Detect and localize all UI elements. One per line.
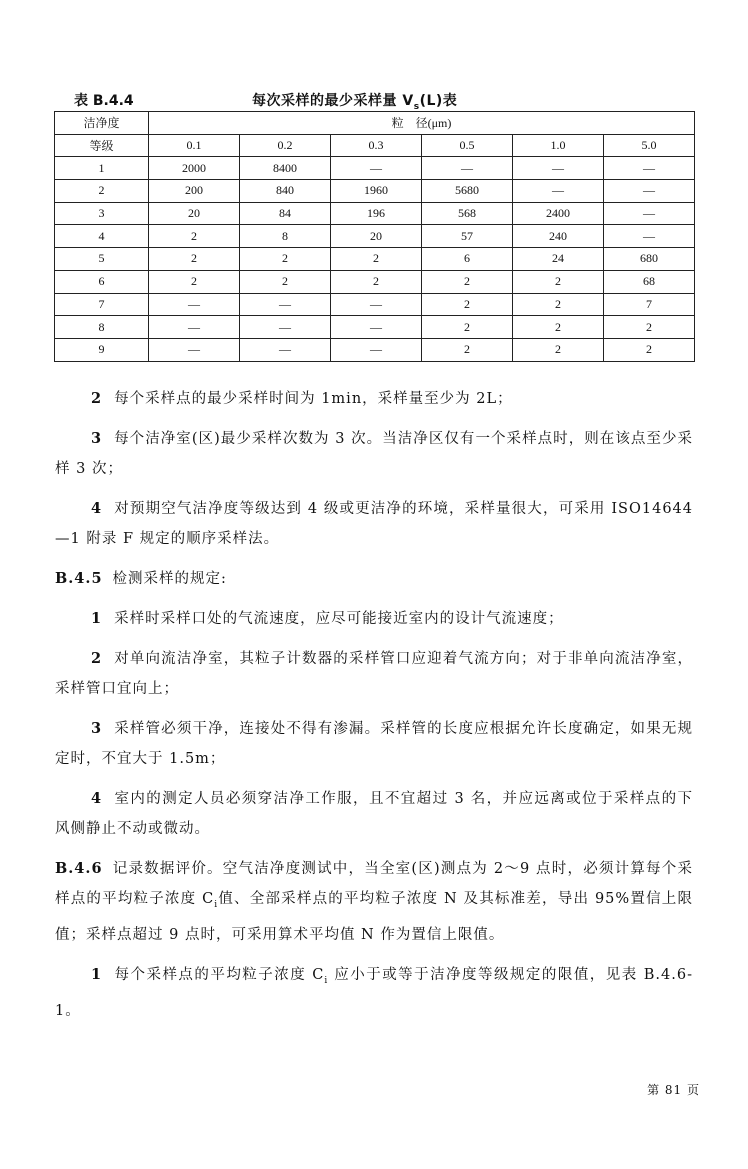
header-particle-size: 粒 径(μm)	[149, 112, 695, 135]
section-b46: B.4.6 记录数据评价。空气洁净度测试中，当全室(区)测点为 2～9 点时，必须计算每个采样点的平均粒子浓度 $C_i$值、全部采样点的平均粒子浓度 N 及其标准差，导出 95%置信上限值；采样点超过 9 点时，可采用算术平均值 N 作为置信上限值。	[55, 860, 693, 943]
table-cell: 8	[240, 225, 331, 248]
table-cell: 2	[422, 338, 513, 361]
table-cell: 200	[149, 180, 240, 203]
paragraph-item-3: 3 每个洁净室(区)最少采样次数为 3 次。当洁净区仅有一个采样点时，则在该点至少采样 3 次；	[55, 430, 693, 477]
table-cell: 5680	[422, 180, 513, 203]
table-cell: 6	[422, 248, 513, 271]
table-cell: 2	[240, 270, 331, 293]
table-row	[55, 270, 695, 293]
table-cell: 2	[604, 338, 695, 361]
table-row	[55, 180, 695, 203]
table-cell: —	[604, 157, 695, 180]
table-cell: 240	[513, 225, 604, 248]
table-cell: 9	[55, 338, 149, 361]
table-row	[55, 248, 695, 271]
size-header: 0.1	[149, 134, 240, 157]
table-cell: 2	[513, 270, 604, 293]
table-cell: 2	[331, 270, 422, 293]
header-grade-cell: 等级	[55, 134, 149, 157]
table-cell: —	[331, 338, 422, 361]
page-number: 第 81 页	[647, 1083, 700, 1097]
table-cell: 3	[55, 202, 149, 225]
table-cell: 1960	[331, 180, 422, 203]
table-cell: 196	[331, 202, 422, 225]
table-title: 每次采样的最少采样量 $V_s(L)$表	[252, 93, 458, 112]
table-cell: 2	[55, 180, 149, 203]
paragraph-item-4: 4 对预期空气洁净度等级达到 4 级或更洁净的环境，采样量很大，可采用 ISO14644—1 附录 F 规定的顺序采样法。	[55, 500, 693, 547]
table-cell: —	[513, 157, 604, 180]
table-row	[55, 338, 695, 361]
table-row	[55, 316, 695, 339]
body-text	[55, 384, 693, 1036]
table-caption	[74, 90, 694, 110]
table-cell: —	[331, 316, 422, 339]
size-header: 0.3	[331, 134, 422, 157]
table-row	[55, 202, 695, 225]
size-header: 0.5	[422, 134, 513, 157]
table-cell: 2	[422, 270, 513, 293]
table-cell: 20	[331, 225, 422, 248]
paragraph-item-2: 2 每个采样点的最少采样时间为 1min，采样量至少为 2L；	[91, 390, 513, 407]
table-cell: 2	[513, 293, 604, 316]
table-cell: 1	[55, 157, 149, 180]
paragraph-b45-1: 1 采样时采样口处的气流速度，应尽可能接近室内的设计气流速度；	[91, 610, 564, 627]
table-cell: —	[604, 180, 695, 203]
table-cell: —	[240, 316, 331, 339]
table-cell: —	[513, 180, 604, 203]
table-header-row	[55, 112, 695, 135]
table-cell: —	[604, 202, 695, 225]
table-cell: 57	[422, 225, 513, 248]
paragraph-b45-4: 4 室内的测定人员必须穿洁净工作服，且不宜超过 3 名，并应远离或位于采样点的下风侧静止不动或微动。	[55, 790, 693, 837]
table-cell: 6	[55, 270, 149, 293]
table-row	[55, 157, 695, 180]
table-cell: 2	[149, 248, 240, 271]
table-cell: 2	[422, 316, 513, 339]
header-grade-cell: 洁净度	[55, 112, 149, 135]
section-b45-heading: B.4.5 检测采样的规定:	[55, 570, 227, 587]
table-cell: —	[422, 157, 513, 180]
table-cell: 2	[422, 293, 513, 316]
table-row	[55, 225, 695, 248]
table-cell: 840	[240, 180, 331, 203]
table-cell: —	[240, 338, 331, 361]
paragraph-b46-1: 1 每个采样点的平均粒子浓度 $C_i$ 应小于或等于洁净度等级规定的限值，见表 B.4.6-1。	[55, 965, 693, 1019]
table-cell: —	[149, 316, 240, 339]
table-cell: —	[331, 157, 422, 180]
table-cell: 8400	[240, 157, 331, 180]
table-cell: 24	[513, 248, 604, 271]
table-cell: 2	[331, 248, 422, 271]
table-cell: 2400	[513, 202, 604, 225]
table-cell: 2	[149, 270, 240, 293]
table-cell: 2	[604, 316, 695, 339]
paragraph-b45-3: 3 采样管必须干净，连接处不得有渗漏。采样管的长度应根据允许长度确定，如果无规定时，不宜大于 1.5m；	[55, 720, 693, 767]
size-header: 1.0	[513, 134, 604, 157]
table-cell: 7	[55, 293, 149, 316]
table-row	[55, 293, 695, 316]
table-cell: 680	[604, 248, 695, 271]
table-cell: 68	[604, 270, 695, 293]
table-number: 表 B.4.4	[74, 93, 134, 109]
table-cell: 20	[149, 202, 240, 225]
table-cell: —	[149, 338, 240, 361]
table-cell: 4	[55, 225, 149, 248]
paragraph-b45-2: 2 对单向流洁净室，其粒子计数器的采样管口应迎着气流方向；对于非单向流洁净室，采样管口宜向上；	[55, 650, 693, 697]
table-cell: 84	[240, 202, 331, 225]
table-cell: 2000	[149, 157, 240, 180]
table-cell: 2	[240, 248, 331, 271]
table-cell: —	[240, 293, 331, 316]
table-cell: 5	[55, 248, 149, 271]
table-cell: 2	[513, 316, 604, 339]
table-cell: —	[149, 293, 240, 316]
size-header: 5.0	[604, 134, 695, 157]
table-cell: 8	[55, 316, 149, 339]
table-subheader-row	[55, 134, 695, 157]
table-cell: 7	[604, 293, 695, 316]
table-cell: 568	[422, 202, 513, 225]
size-header: 0.2	[240, 134, 331, 157]
table-cell: 2	[513, 338, 604, 361]
table-cell: —	[331, 293, 422, 316]
sampling-volume-table	[54, 111, 695, 362]
table-cell: —	[604, 225, 695, 248]
table-cell: 2	[149, 225, 240, 248]
